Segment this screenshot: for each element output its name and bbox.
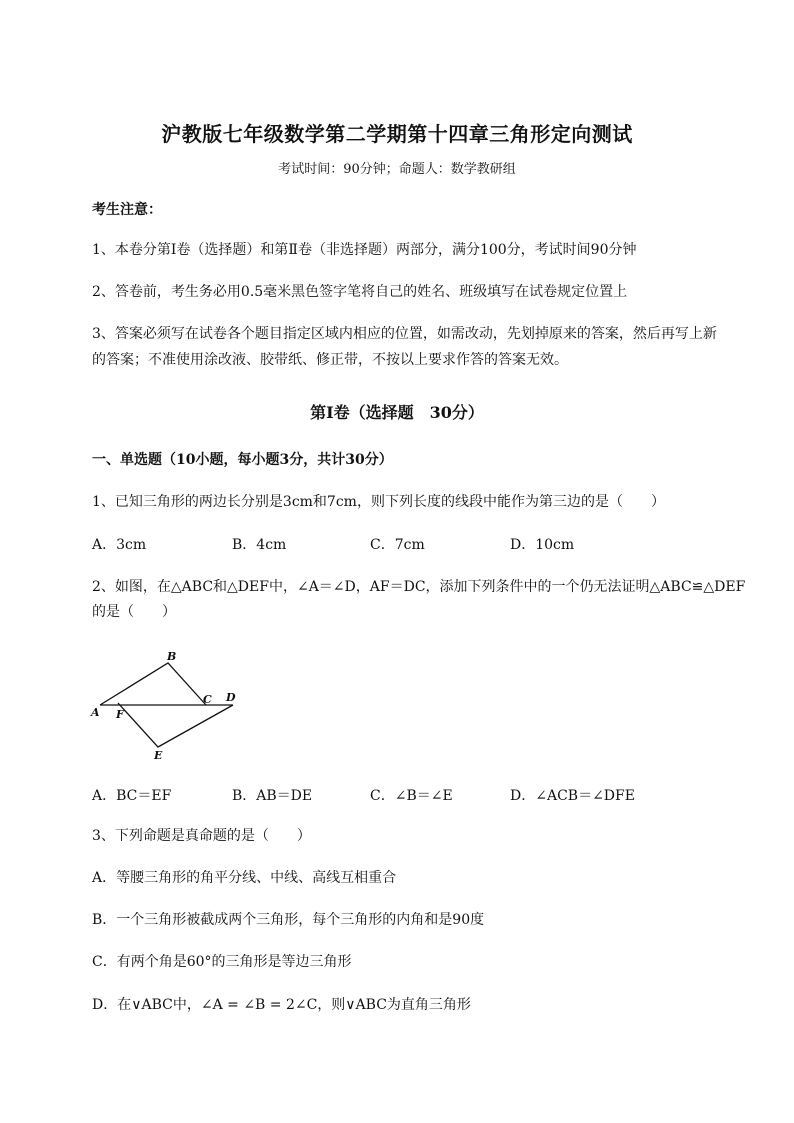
exam-info: 考试时间：90分钟；命题人：数学教研组	[278, 162, 516, 177]
page-title: 沪教版七年级数学第二学期第十四章三角形定向测试	[161, 122, 633, 146]
label-d: D	[226, 691, 236, 704]
question-1-option-b[interactable]: B．4cm	[232, 537, 287, 553]
question-3-option-d[interactable]: D．在∨ABC中，∠A = ∠B = 2∠C，则∨ABC为直角三角形	[92, 997, 471, 1013]
label-e: E	[154, 749, 163, 762]
question-2-stem: 2、如图，在△ABC和△DEF中，∠A＝∠D，AF＝DC，添加下列条件中的一个仍无法证明△ABC≌△DEF	[92, 579, 746, 595]
label-b: B	[167, 650, 177, 663]
triangle-abc-sides	[100, 663, 206, 705]
question-1-option-d[interactable]: D．10cm	[510, 537, 575, 553]
label-a: A	[91, 706, 100, 719]
question-3-stem: 3、下列命题是真命题的是（ ）	[92, 828, 311, 844]
notice-item-3: 3、答案必须写在试卷各个题目指定区域内相应的位置，如需改动，先划掉原来的答案，然后再写上新	[92, 326, 717, 342]
question-2-stem-cont: 的是（ ）	[92, 604, 176, 620]
question-1-stem: 1、已知三角形的两边长分别是3cm和7cm，则下列长度的线段中能作为第三边的是（ ）	[92, 494, 665, 510]
question-2-option-d[interactable]: D．∠ACB＝∠DFE	[510, 788, 635, 804]
triangle-def-sides	[118, 703, 233, 747]
label-f: F	[116, 708, 124, 721]
question-2-option-b[interactable]: B．AB＝DE	[232, 788, 313, 804]
triangle-figure	[88, 645, 248, 770]
section-title: 第I卷（选择题 30分）	[310, 403, 484, 422]
notice-item-2: 2、答卷前，考生务必用0.5毫米黑色签字笔将自己的姓名、班级填写在试卷规定位置上	[92, 284, 628, 300]
notice-item-3-cont: 的答案；不准使用涂改液、胶带纸、修正带，不按以上要求作答的答案无效。	[92, 352, 568, 368]
question-2-option-c[interactable]: C．∠B＝∠E	[370, 788, 453, 804]
part-heading: 一、单选题（10小题，每小题3分，共计30分）	[92, 452, 393, 468]
question-1-option-a[interactable]: A．3cm	[92, 537, 147, 553]
notice-heading: 考生注意：	[92, 202, 162, 218]
question-3-option-a[interactable]: A．等腰三角形的角平分线、中线、高线互相重合	[92, 870, 397, 886]
question-2-option-a[interactable]: A．BC＝EF	[92, 788, 172, 804]
question-1-option-c[interactable]: C．7cm	[370, 537, 425, 553]
question-3-option-b[interactable]: B．一个三角形被截成两个三角形，每个三角形的内角和是90度	[92, 912, 485, 928]
question-3-option-c[interactable]: C．有两个角是60°的三角形是等边三角形	[92, 954, 352, 970]
label-c: C	[203, 693, 212, 706]
notice-item-1: 1、本卷分第I卷（选择题）和第Ⅱ卷（非选择题）两部分，满分100分，考试时间90分钟	[92, 242, 637, 258]
